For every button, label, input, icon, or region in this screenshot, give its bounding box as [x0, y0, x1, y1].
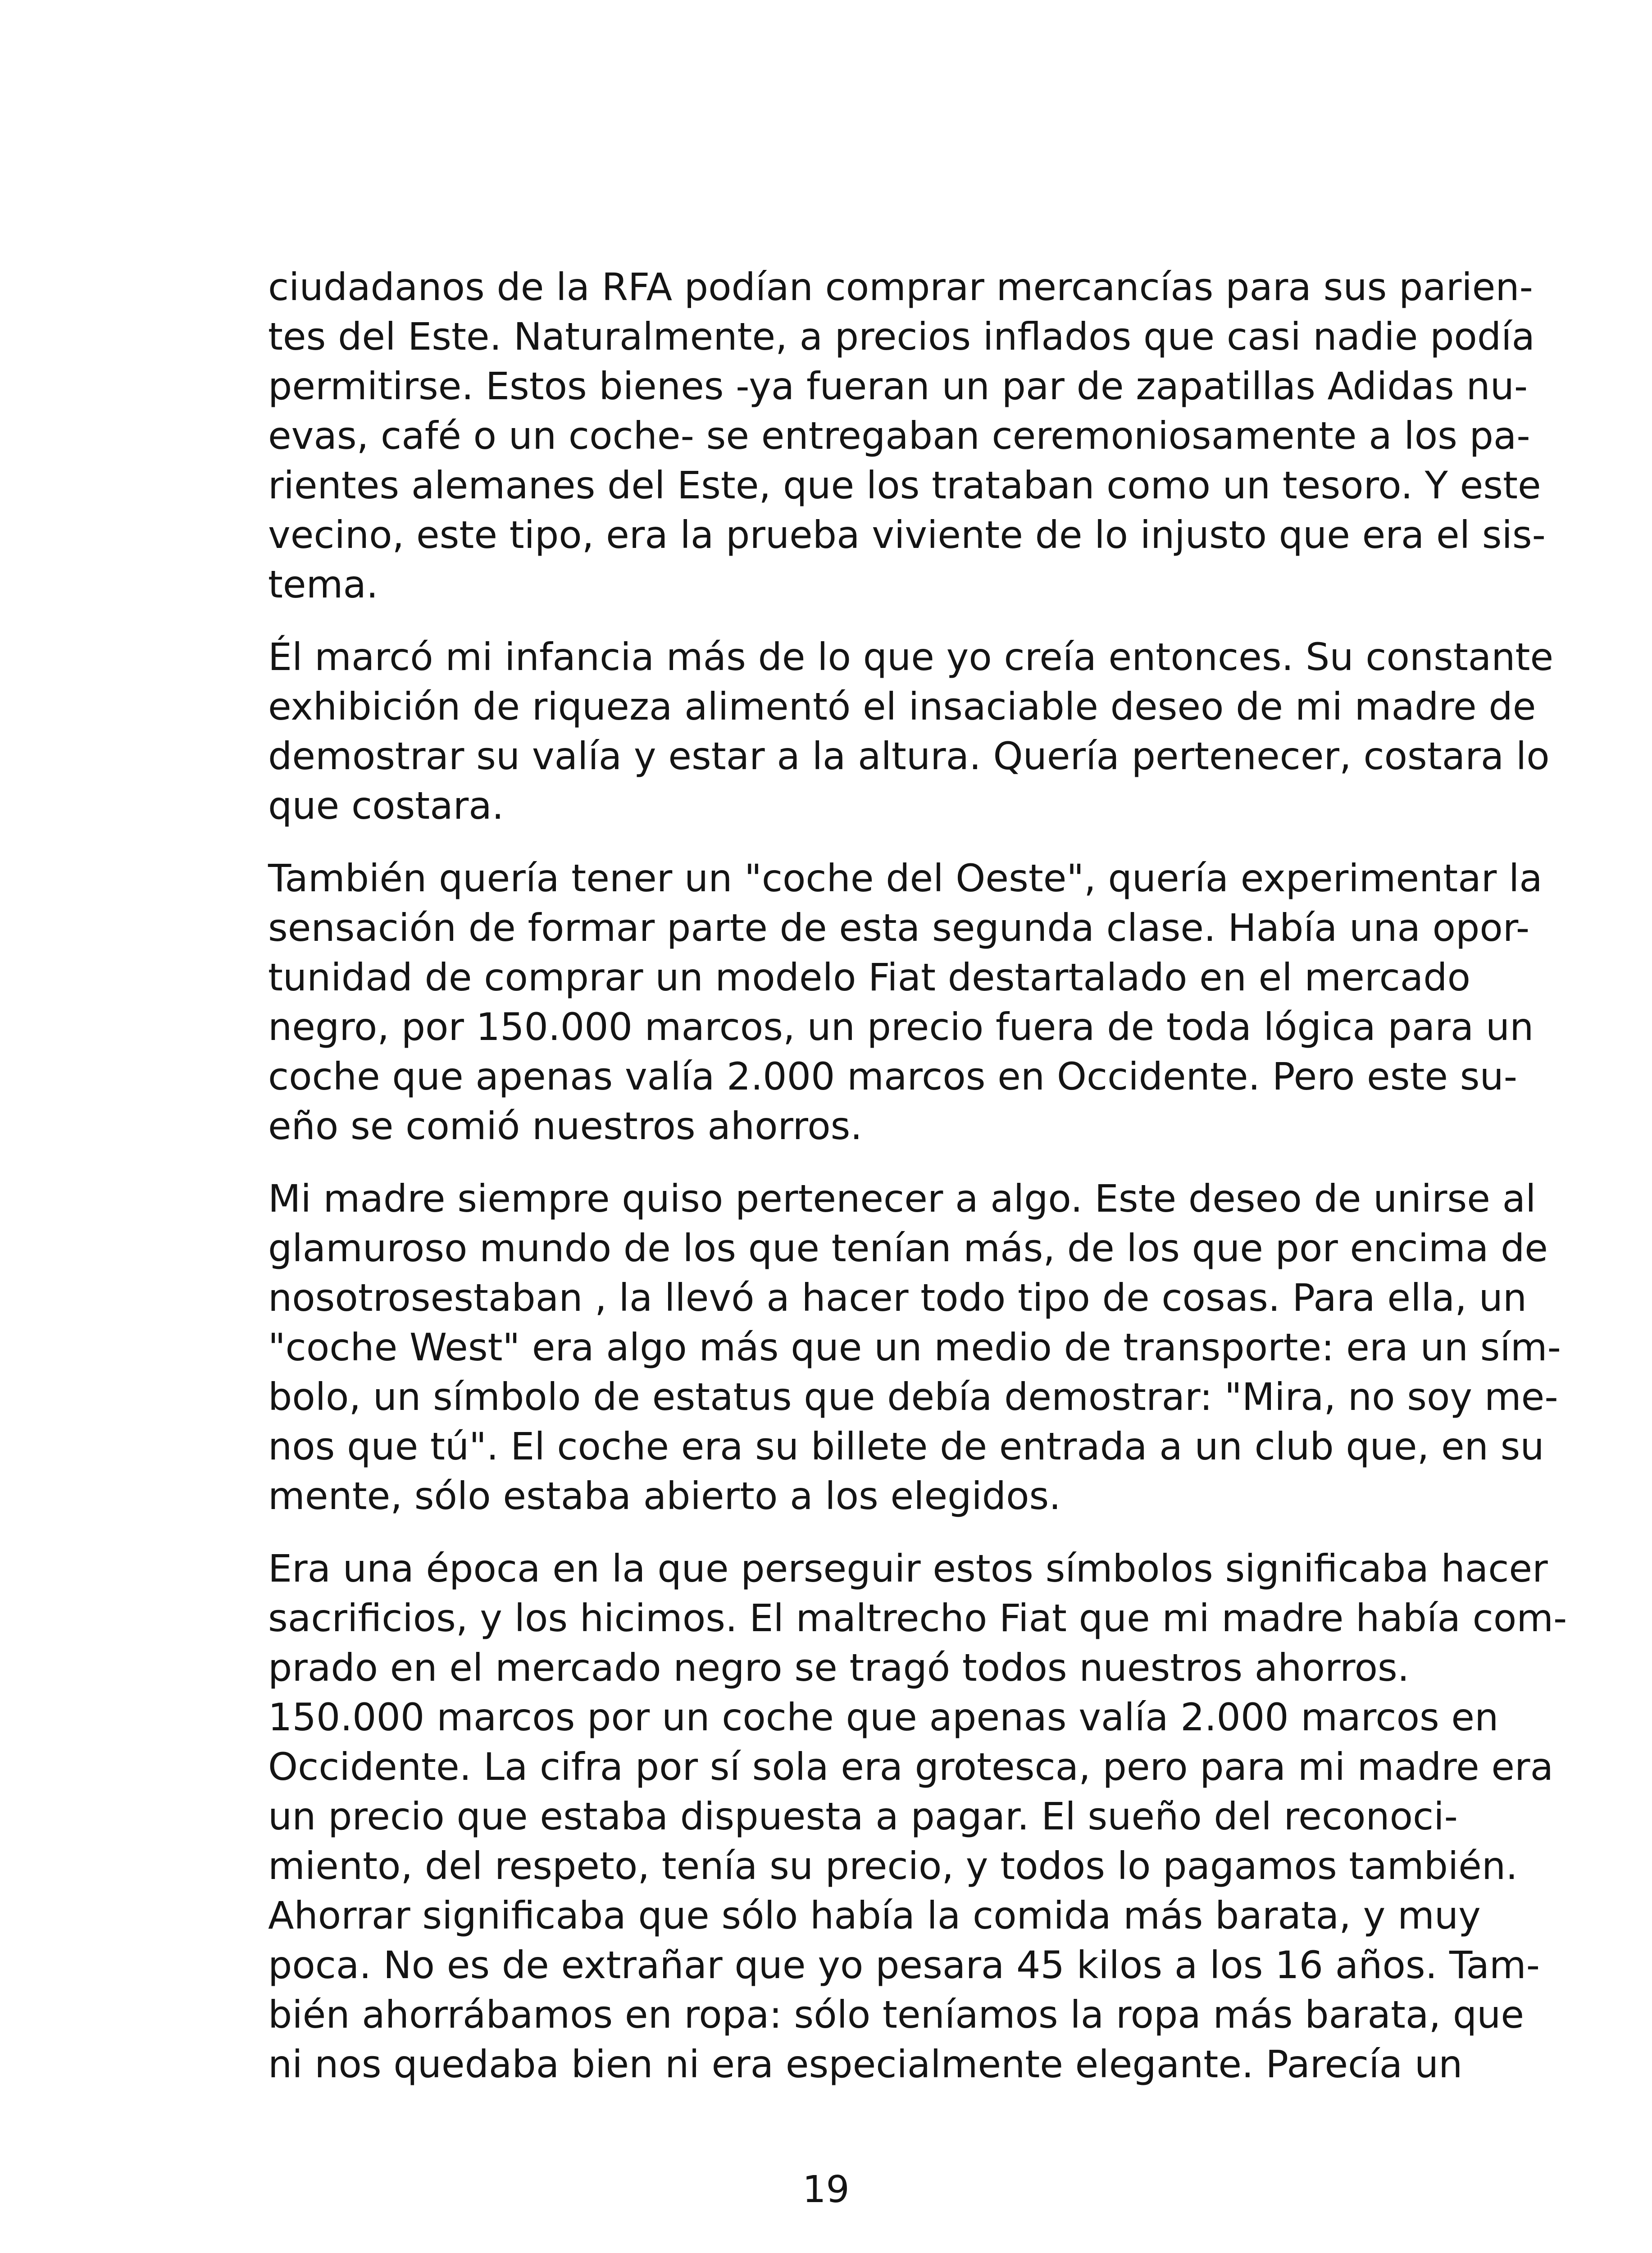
text-line: sensación de formar parte de esta segunda clase. Había una opor- [268, 906, 1530, 950]
text-line: permitirse. Estos bienes -ya fueran un par de zapatillas Adidas nu- [268, 364, 1528, 408]
text-line: miento, del respeto, tenía su precio, y todos lo pagamos también. [268, 1844, 1518, 1888]
text-line: mente, sólo estaba abierto a los elegidos. [268, 1474, 1061, 1518]
text-line: tes del Este. Naturalmente, a precios inflados que casi nadie podía [268, 315, 1535, 359]
text-line: También quería tener un "coche del Oeste", quería experimentar la [268, 856, 1543, 900]
paragraph-4 [268, 1174, 1561, 1521]
text-line: tema. [268, 562, 378, 607]
text-line: 150.000 marcos por un coche que apenas valía 2.000 marcos en [268, 1695, 1499, 1739]
text-line: eño se comió nuestros ahorros. [268, 1104, 863, 1148]
text-line: coche que apenas valía 2.000 marcos en Occidente. Pero este su- [268, 1054, 1518, 1099]
paragraph-5 [268, 1544, 1567, 2089]
text-line: Mi madre siempre quiso pertenecer a algo. Este deseo de unirse al [268, 1177, 1536, 1221]
text-line: exhibición de riqueza alimentó el insaciable deseo de mi madre de [268, 684, 1536, 729]
text-line: vecino, este tipo, era la prueba viviente de lo injusto que era el sis- [268, 513, 1546, 557]
body-text [268, 262, 1567, 2089]
text-line: que costara. [268, 784, 504, 828]
text-line: bolo, un símbolo de estatus que debía demostrar: "Mira, no soy me- [268, 1375, 1558, 1419]
text-line: poca. No es de extrañar que yo pesara 45 kilos a los 16 años. Tam- [268, 1943, 1540, 1987]
text-line: bién ahorrábamos en ropa: sólo teníamos la ropa más barata, que [268, 1993, 1525, 2037]
text-line: nos que tú". El coche era su billete de entrada a un club que, en su [268, 1424, 1544, 1469]
text-line: demostrar su valía y estar a la altura. Quería pertenecer, costara lo [268, 734, 1550, 778]
text-line: rientes alemanes del Este, que los trataban como un tesoro. Y este [268, 463, 1541, 507]
text-line: Ahorrar significaba que sólo había la comida más barata, y muy [268, 1893, 1481, 1938]
text-line: "coche West" era algo más que un medio de transporte: era un sím- [268, 1325, 1561, 1369]
text-line: glamuroso mundo de los que tenían más, de los que por encima de [268, 1226, 1548, 1270]
text-line: tunidad de comprar un modelo Fiat destartalado en el mercado [268, 955, 1470, 999]
text-line: sacrificios, y los hicimos. El maltrecho Fiat que mi madre había com- [268, 1596, 1567, 1640]
paragraph-3 [268, 853, 1543, 1151]
paragraph-2 [268, 632, 1554, 830]
text-line: nosotrosestaban , la llevó a hacer todo tipo de cosas. Para ella, un [268, 1276, 1527, 1320]
text-line: ciudadanos de la RFA podían comprar mercancías para sus parien- [268, 265, 1533, 309]
page-number: 19 [802, 2168, 850, 2211]
text-line: Él marcó mi infancia más de lo que yo creía entonces. Su constante [268, 635, 1554, 679]
text-line: negro, por 150.000 marcos, un precio fuera de toda lógica para un [268, 1005, 1534, 1049]
text-line: prado en el mercado negro se tragó todos nuestros ahorros. [268, 1646, 1410, 1690]
paragraph-1 [268, 262, 1546, 609]
text-line: un precio que estaba dispuesta a pagar. El sueño del reconoci- [268, 1794, 1458, 1838]
text-line: Occidente. La cifra por sí sola era grotesca, pero para mi madre era [268, 1745, 1554, 1789]
text-line: ni nos quedaba bien ni era especialmente elegante. Parecía un [268, 2042, 1463, 2086]
text-line: evas, café o un coche- se entregaban ceremoniosamente a los pa- [268, 414, 1530, 458]
text-line: Era una época en la que perseguir estos símbolos significaba hacer [268, 1546, 1548, 1591]
